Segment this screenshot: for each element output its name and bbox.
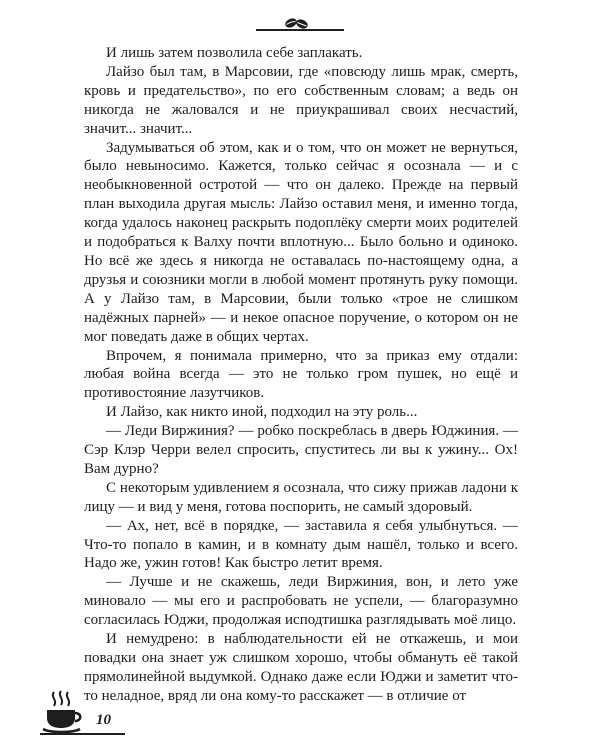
paragraph: Впрочем, я понимала примерно, что за приказ ему отдали: любая война всегда — это не только гром пушек, но ещё и противостояние лазутчиков. xyxy=(84,347,518,402)
page-number: 10 xyxy=(96,712,111,728)
coffee-cup-icon xyxy=(40,688,88,736)
paragraph: — Ах, нет, всё в порядке, — заставила я себя улыбнуться. — Что-то попало в камин, и в комнату дым нашёл, только и всего. Надо же, ужин готов! Как быстро летит время. xyxy=(84,517,518,572)
paragraph: Лайзо был там, в Марсовии, где «повсюду лишь мрак, смерть, кровь и предательство», по его собственным словам; а ведь он никогда не жаловался и не приукрашивал своих несчастий, значит... значит... xyxy=(84,63,518,137)
paragraph: С некоторым удивлением я осознала, что сижу прижав ладони к лицу — и вид у меня, готова поспорить, не самый здоровый. xyxy=(84,479,518,515)
coffee-bean-icon xyxy=(0,12,600,38)
paragraph: И Лайзо, как никто иной, подходил на эту роль... xyxy=(106,404,418,421)
paragraph: И немудрено: в наблюдательности ей не откажешь, и мои повадки она знает уж слишком хорошо, чтобы обмануть её такой прямолинейной выдумкой. Однако даже если Юджи и заметит что-то неладное, вряд ли она кому-то расскажет — в отличие от xyxy=(84,631,518,704)
paragraph: И лишь затем позволила себе заплакать. xyxy=(106,45,363,61)
paragraph: — Лучше и не скажешь, леди Виржиния, вон, и лето уже миновало — мы его и распробовать не успели, — благоразумно согласилась Юджи, продолжая исподтишка разглядывать моё лицо. xyxy=(84,574,518,629)
main-text xyxy=(84,44,518,706)
paragraph: Задумываться об этом, как и о том, что он может не вернуться, было невыносимо. Кажется, только сейчас я осознала — и с необыкновенной остротой — что он далеко. Прежде на первый план выходила другая мысль: Лайзо оставил меня, и именно тогда, когда удалось наконец раскрыть подоплёку смерти моих родителей и подобраться к Валху почти вплотную... Было больно и одиноко. Но всё же здесь я никогда не оставалась по-настоящему одна, а друзья и союзники могли в любой момент протянуть руку помощи. А у Лайзо там, в Марсовии, были только «трое не слишком надёжных парней» — и некое опасное поручение, о котором он не мог поведать даже в общих чертах. xyxy=(84,139,518,345)
paragraph: — Леди Виржиния? — робко поскреблась в дверь Юджиния. — Сэр Клэр Черри велел спросить, спуститесь ли вы к ужину... Ох! Вам дурно? xyxy=(84,423,518,477)
footer-rule xyxy=(40,733,125,735)
